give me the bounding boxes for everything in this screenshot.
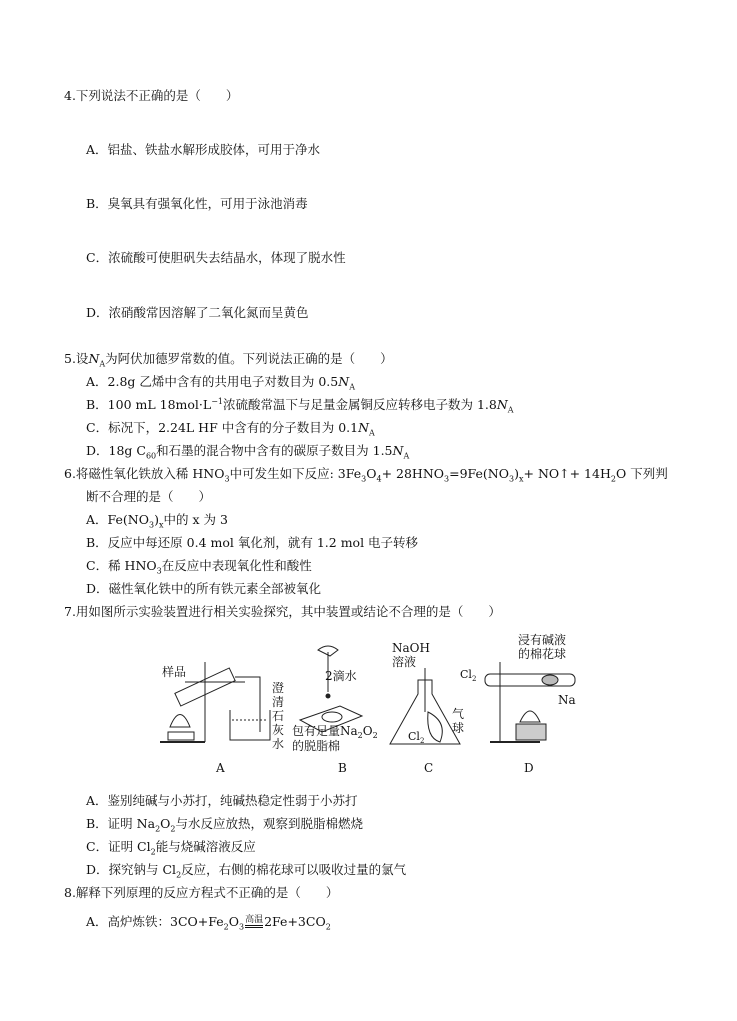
label-soaked-2: 的棉花球 [518, 647, 567, 661]
label-cl2-d: $Cl_2$ [460, 668, 477, 683]
q7-apparatus-figure [150, 632, 590, 782]
label-lime-2: 清 [272, 695, 285, 709]
label-cotton-2: 的脱脂棉 [292, 739, 341, 753]
label-na: Na [558, 693, 576, 707]
q4-option-a: A．铝盐、铁盐水解形成胶体，可用于净水 [86, 142, 321, 157]
q5-option-b: B．100 mL $18mol\cdot L^{-1}$浓硫酸常温下与足量金属铜反应转移电子数为 $1.8N_A$ [86, 396, 514, 415]
q6-option-d: D．磁性氧化铁中的所有铁元素全部被氧化 [86, 581, 322, 596]
label-solution: 溶液 [392, 655, 417, 669]
q6-option-b: B．反应中每还原 0.4 mol 氧化剂，就有 1.2 mol 电子转移 [86, 535, 419, 550]
apparatus-d [460, 632, 576, 775]
q4-option-b: B．臭氧具有强氧化性，可用于泳池消毒 [86, 196, 308, 211]
q7-option-a: A．鉴别纯碱与小苏打，纯碱热稳定性弱于小苏打 [86, 793, 358, 808]
q6-option-a: A．$Fe(NO_3)_x$中的 x 为 3 [86, 512, 228, 530]
q4-stem: 4.下列说法不正确的是（ ） [64, 88, 239, 103]
label-balloon-1: 气 [452, 707, 465, 721]
q6-stem-line2: 断不合理的是（ ） [86, 489, 212, 504]
label-drops: 2滴水 [325, 669, 357, 683]
q4-option-d: D．浓硝酸常因溶解了二氧化氮而呈黄色 [86, 305, 309, 320]
label-naoh: NaOH [392, 641, 430, 655]
label-b: B [338, 761, 347, 775]
q5-stem: 5.设$N_A$为阿伏加德罗常数的值。下列说法正确的是（ ） [64, 351, 393, 369]
label-cotton-1: 包有足量$Na_2O_2$ [292, 724, 378, 740]
label-soaked-1: 浸有碱液 [518, 633, 567, 647]
q6-option-c: C．稀 $HNO_3$在反应中表现氧化性和酸性 [86, 558, 312, 576]
label-c: C [424, 761, 434, 775]
q8-option-a: A．高炉炼铁：$3CO+Fe_2O_3$ 高温 $2Fe+3CO_2$ [86, 914, 331, 932]
label-cl2-c: $Cl_2$ [408, 730, 425, 745]
apparatus-c [390, 641, 464, 775]
label-a: A [216, 761, 225, 775]
label-balloon-2: 球 [452, 721, 465, 735]
q5-option-d: D．18g $C_{60}$和石墨的混合物中含有的碳原子数目为 $1.5N_A$ [86, 443, 410, 461]
label-lime-5: 水 [272, 737, 285, 751]
label-lime-3: 石 [272, 709, 285, 723]
label-d: D [524, 761, 534, 775]
q7-option-b: B．证明 $Na_2O_2$与水反应放热，观察到脱脂棉燃烧 [86, 816, 364, 834]
label-sample: 样品 [162, 665, 187, 679]
q5-option-a: A．2.8g 乙烯中含有的共用电子对数目为 $0.5N_A$ [86, 374, 355, 392]
q5-option-c: C．标况下，2.24L HF 中含有的分子数目为 $0.1N_A$ [86, 420, 375, 438]
q7-option-c: C．证明 $Cl_2$能与烧碱溶液反应 [86, 839, 256, 857]
reaction-condition: 高温 [244, 916, 264, 928]
apparatus-b [292, 646, 378, 775]
q6-stem-line1: 6.将磁性氧化铁放入稀 $HNO_3$中可发生如下反应: $3Fe_3O_4+ 28HNO_3=9Fe(NO_3)_x+$ NO↑+ $14H_2O$ 下列判 [64, 466, 668, 484]
q8-stem: 8.解释下列原理的反应方程式不正确的是（ ） [64, 885, 339, 900]
label-lime-1: 澄 [272, 681, 285, 695]
q7-stem: 7.用如图所示实验装置进行相关实验探究，其中装置或结论不合理的是（ ） [64, 604, 501, 619]
label-lime-4: 灰 [272, 723, 285, 737]
q4-option-c: C．浓硫酸可使胆矾失去结晶水，体现了脱水性 [86, 250, 346, 265]
apparatus-a [160, 662, 284, 775]
q7-option-d: D．探究钠与 $Cl_2$反应，右侧的棉花球可以吸收过量的氯气 [86, 862, 407, 880]
